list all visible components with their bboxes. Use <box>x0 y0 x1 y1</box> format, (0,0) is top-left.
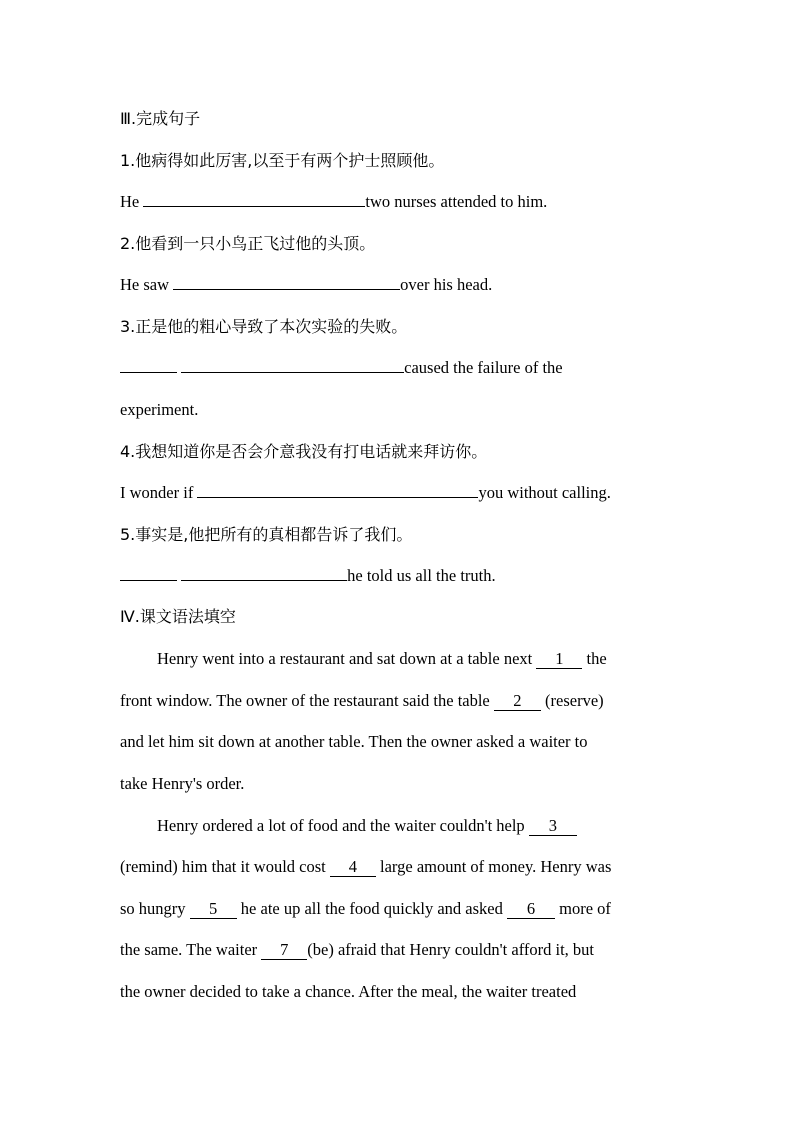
passage-text: large amount of money. Henry was <box>375 857 612 876</box>
passage-text: more of <box>555 899 611 918</box>
passage-line <box>157 648 607 670</box>
blank-4[interactable]: 4 <box>330 858 376 877</box>
sentence-1-prefix: He <box>120 192 144 211</box>
sentence-5-english <box>120 565 496 587</box>
answer-blank[interactable] <box>197 482 478 498</box>
passage-text: he ate up all the food quickly and asked <box>236 899 508 918</box>
answer-blank[interactable] <box>181 357 404 373</box>
passage-text: so hungry <box>120 899 190 918</box>
blank-1[interactable]: 1 <box>536 650 582 669</box>
sentence-2-chinese: 2.他看到一只小鸟正飞过他的头顶。 <box>120 234 376 253</box>
blank-2[interactable]: 2 <box>494 692 541 711</box>
passage-text: front window. The owner of the restaurant said the table <box>120 691 494 710</box>
sentence-3-chinese: 3.正是他的粗心导致了本次实验的失败。 <box>120 317 408 336</box>
answer-blank[interactable] <box>120 565 177 581</box>
passage-line <box>120 898 611 920</box>
passage-line: take Henry's order. <box>120 774 245 793</box>
passage-text: the same. The waiter <box>120 940 262 959</box>
sentence-2-prefix: He saw <box>120 275 174 294</box>
section-3-heading: Ⅲ.完成句子 <box>120 109 201 128</box>
blank-5[interactable]: 5 <box>190 900 237 919</box>
passage-text: the <box>582 649 607 668</box>
passage-line <box>120 939 594 961</box>
passage-text: Henry ordered a lot of food and the waiter couldn't help <box>157 816 529 835</box>
section-4-heading: Ⅳ.课文语法填空 <box>120 607 236 626</box>
passage-line <box>120 856 611 878</box>
blank-6[interactable]: 6 <box>507 900 555 919</box>
passage-text: (be) afraid that Henry couldn't afford it, but <box>307 940 595 959</box>
passage-text: (reserve) <box>540 691 604 710</box>
passage-line <box>157 815 577 837</box>
passage-line: and let him sit down at another table. Then the owner asked a waiter to <box>120 732 588 751</box>
sentence-5-chinese: 5.事实是,他把所有的真相都告诉了我们。 <box>120 525 413 544</box>
sentence-4-prefix: I wonder if <box>120 483 198 502</box>
sentence-1-suffix: two nurses attended to him. <box>365 192 548 211</box>
answer-blank[interactable] <box>120 357 177 373</box>
answer-blank[interactable] <box>173 274 400 290</box>
sentence-1-english <box>120 191 547 213</box>
passage-line: the owner decided to take a chance. After the meal, the waiter treated <box>120 982 577 1001</box>
sentence-3-suffix: caused the failure of the <box>404 358 563 377</box>
passage-text: (remind) him that it would cost <box>120 857 330 876</box>
sentence-4-suffix: you without calling. <box>478 483 611 502</box>
sentence-4-chinese: 4.我想知道你是否会介意我没有打电话就来拜访你。 <box>120 442 488 461</box>
sentence-1-chinese: 1.他病得如此厉害,以至于有两个护士照顾他。 <box>120 151 445 170</box>
passage-line <box>120 690 604 712</box>
passage-text: Henry went into a restaurant and sat down at a table next <box>157 649 537 668</box>
answer-blank[interactable] <box>181 565 347 581</box>
answer-blank[interactable] <box>143 191 365 207</box>
sentence-5-suffix: he told us all the truth. <box>347 566 496 585</box>
sentence-2-suffix: over his head. <box>400 275 493 294</box>
sentence-3-english <box>120 357 563 379</box>
sentence-2-english <box>120 274 492 296</box>
sentence-3-continuation: experiment. <box>120 400 199 419</box>
blank-3[interactable]: 3 <box>529 817 577 836</box>
blank-7[interactable]: 7 <box>261 941 307 960</box>
sentence-4-english <box>120 482 611 504</box>
